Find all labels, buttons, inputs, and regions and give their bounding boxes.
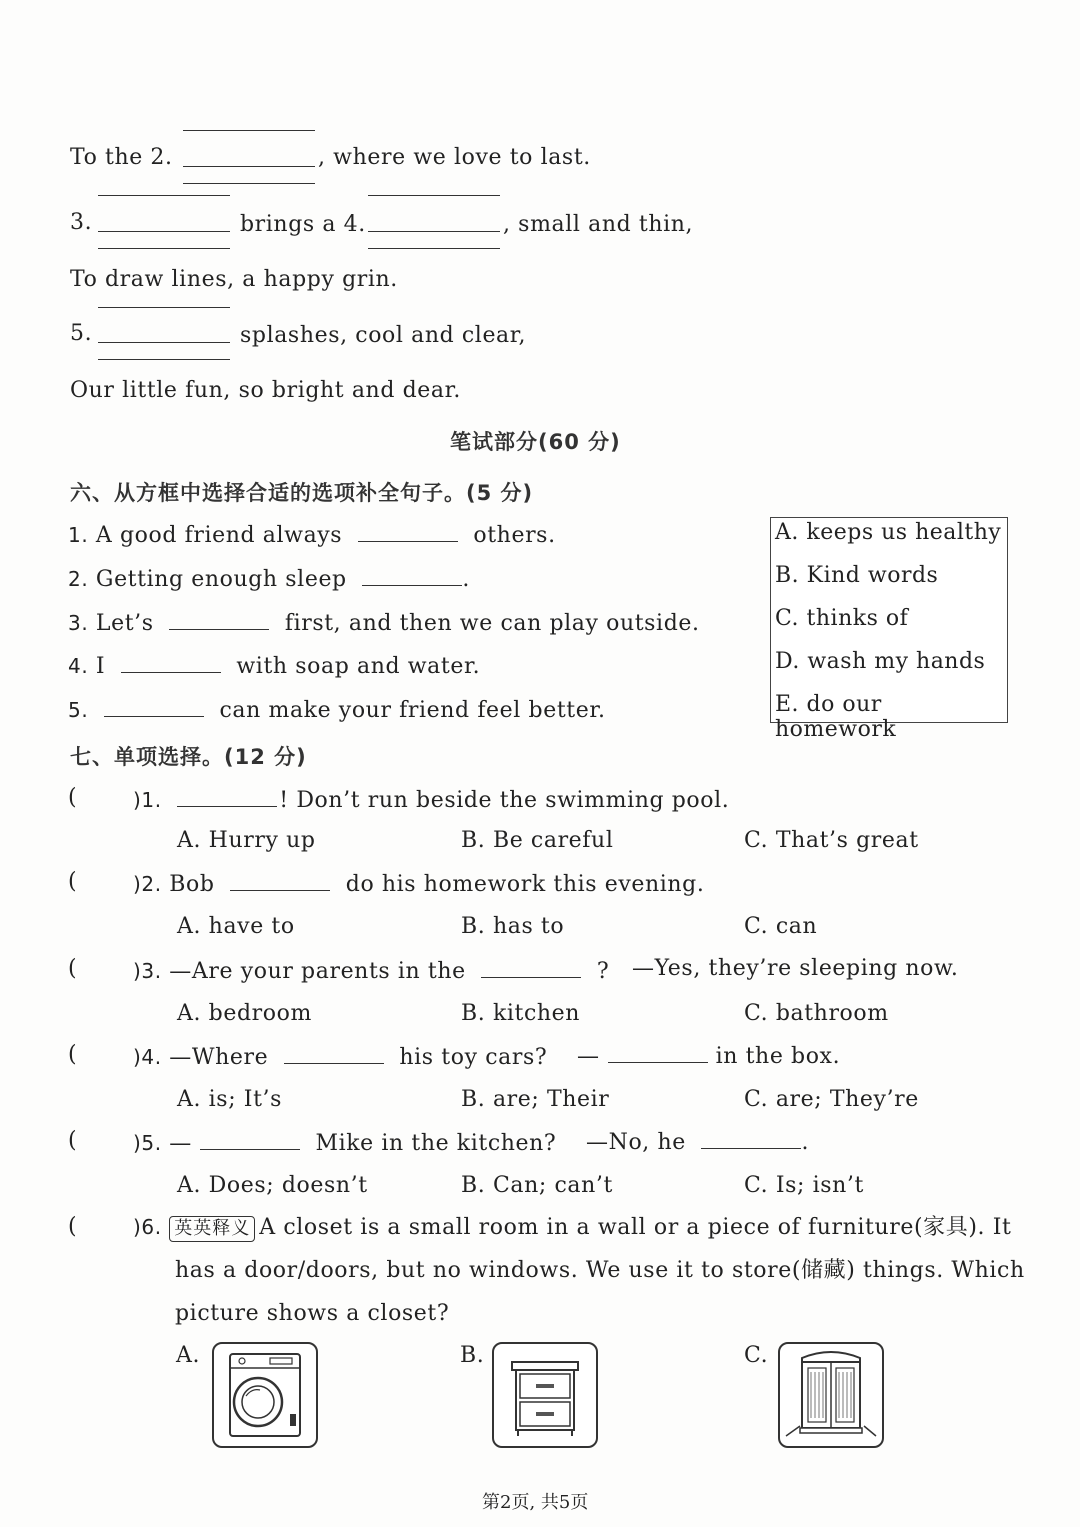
question-text: A closet is a small room in a wall or a piece of furniture(家具). It [259, 1215, 1012, 1240]
answer-paren[interactable]: ( [68, 1214, 77, 1239]
question-number: )6. [133, 1215, 162, 1239]
q5-option-b[interactable]: B. Can; can’t [461, 1173, 613, 1198]
answer-paren[interactable]: ( [68, 1042, 77, 1067]
question-number: )3. [133, 959, 162, 983]
question-text: his toy cars? [399, 1045, 548, 1070]
q3-option-a[interactable]: A. bedroom [177, 1001, 312, 1026]
closet-picture[interactable] [778, 1342, 884, 1448]
question-text: —Where [169, 1045, 269, 1070]
q5-stem [133, 1128, 556, 1159]
q1-option-b[interactable]: B. Be careful [461, 828, 614, 853]
answer-blank[interactable] [169, 609, 269, 630]
item-number: 3. [68, 611, 89, 635]
closet-icon [780, 1344, 882, 1446]
q6-label-a: A. [176, 1343, 201, 1368]
page-footer: 第2页, 共5页 [482, 1492, 589, 1513]
question-number: )5. [133, 1131, 162, 1155]
q1-stem [133, 785, 729, 816]
item-text: A good friend always [95, 523, 343, 548]
poem-num-3: 3. [70, 210, 93, 235]
q1-option-c[interactable]: C. That’s great [744, 828, 919, 853]
english-definition-tag: 英英释义 [169, 1216, 255, 1242]
washing-machine-icon [214, 1344, 316, 1446]
question-number: )1. [133, 788, 162, 812]
q4-option-a[interactable]: A. is; It’s [177, 1087, 283, 1112]
option-b: B. Kind words [775, 563, 939, 588]
answer-blank[interactable] [358, 521, 458, 542]
answer-blank[interactable] [104, 696, 204, 717]
item-text: can make your friend feel better. [219, 698, 606, 723]
section-6-title: 六、从方框中选择合适的选项补全句子。(5 分) [70, 481, 534, 505]
q5-answer [586, 1128, 809, 1158]
item-number: 2. [68, 567, 89, 591]
poem-line-3: To draw lines, a happy grin. [70, 267, 398, 292]
poem-text: To the 2. [70, 145, 173, 170]
option-d: D. wash my hands [775, 649, 986, 674]
q6-line-2: has a door/doors, but no windows. We use it to store(储藏) things. Which [175, 1258, 1025, 1283]
written-part-title: 笔试部分(60 分) [450, 430, 621, 454]
item-text: Let’s [95, 611, 154, 636]
q1-option-a[interactable]: A. Hurry up [177, 828, 316, 853]
question-text: Bob [169, 872, 215, 897]
question-text: —Are your parents in the [169, 959, 466, 984]
answer-blank[interactable] [121, 652, 221, 673]
poem-line-2-mid: brings a 4. [240, 212, 366, 237]
q3-option-c[interactable]: C. bathroom [744, 1001, 889, 1026]
q6-label-b: B. [460, 1343, 485, 1368]
cabinet-picture[interactable] [492, 1342, 598, 1448]
q2-option-c[interactable]: C. can [744, 914, 818, 939]
q4-option-c[interactable]: C. are; They’re [744, 1087, 919, 1112]
answer-blank[interactable] [200, 1129, 300, 1150]
cabinet-icon [494, 1344, 596, 1446]
item-number: 1. [68, 523, 89, 547]
dash: — [577, 1044, 600, 1069]
item-text: with soap and water. [236, 654, 481, 679]
options-box [770, 517, 1008, 742]
poem-num-5: 5. [70, 321, 93, 346]
item-text: . [462, 567, 470, 592]
q5-option-a[interactable]: A. Does; doesn’t [177, 1173, 368, 1198]
q6-line-1 [133, 1212, 1011, 1243]
q2-option-b[interactable]: B. has to [461, 914, 565, 939]
question-text: Mike in the kitchen? [315, 1131, 557, 1156]
poem-line-4-end: splashes, cool and clear, [240, 323, 527, 348]
answer-paren[interactable]: ( [68, 785, 77, 810]
answer-blank[interactable] [177, 786, 277, 807]
q2-stem [133, 869, 704, 900]
poem-line-1-end: , where we love to last. [318, 145, 591, 170]
question-text: ? [596, 959, 610, 984]
section-7-title: 七、单项选择。(12 分) [70, 745, 307, 769]
q3-option-b[interactable]: B. kitchen [461, 1001, 581, 1026]
s6-item-3 [68, 608, 700, 639]
answer-blank[interactable] [230, 870, 330, 891]
answer-blank[interactable] [481, 957, 581, 978]
q4-stem [133, 1042, 547, 1073]
q3-answer: —Yes, they’re sleeping now. [632, 956, 959, 981]
question-text: in the box. [715, 1044, 841, 1069]
question-text: ! Don’t run beside the swimming pool. [279, 788, 730, 813]
question-text: —No, he [586, 1130, 686, 1155]
question-text: — [169, 1131, 192, 1156]
item-text: first, and then we can play outside. [284, 611, 700, 636]
answer-paren[interactable]: ( [68, 956, 77, 981]
q4-option-b[interactable]: B. are; Their [461, 1087, 610, 1112]
item-text: I [95, 654, 106, 679]
item-text: others. [473, 523, 556, 548]
question-number: )4. [133, 1045, 162, 1069]
q6-label-c: C. [744, 1343, 769, 1368]
question-text: . [801, 1130, 810, 1155]
s6-item-5 [68, 695, 606, 726]
q6-line-3: picture shows a closet? [175, 1301, 450, 1326]
q2-option-a[interactable]: A. have to [177, 914, 295, 939]
answer-blank[interactable] [608, 1042, 708, 1063]
option-c: C. thinks of [775, 606, 909, 631]
answer-blank[interactable] [701, 1128, 801, 1149]
option-e: E. do our homework [775, 692, 897, 742]
poem-line-2-end: , small and thin, [503, 212, 694, 237]
q3-stem [133, 956, 609, 987]
answer-paren[interactable]: ( [68, 869, 77, 894]
option-a: A. keeps us healthy [775, 520, 1002, 545]
item-number: 5. [68, 698, 89, 722]
poem-line-1 [70, 143, 173, 173]
answer-blank[interactable] [362, 565, 462, 586]
item-number: 4. [68, 654, 89, 678]
s6-item-4 [68, 651, 480, 682]
question-text: do his homework this evening. [345, 872, 705, 897]
item-text: Getting enough sleep [95, 567, 347, 592]
answer-paren[interactable]: ( [68, 1128, 77, 1153]
s6-item-1 [68, 520, 556, 551]
s6-item-2 [68, 564, 470, 595]
question-number: )2. [133, 872, 162, 896]
q5-option-c[interactable]: C. Is; isn’t [744, 1173, 864, 1198]
washing-machine-picture[interactable] [212, 1342, 318, 1448]
answer-blank[interactable] [284, 1043, 384, 1064]
poem-line-5: Our little fun, so bright and dear. [70, 378, 461, 403]
q4-answer [577, 1042, 840, 1072]
